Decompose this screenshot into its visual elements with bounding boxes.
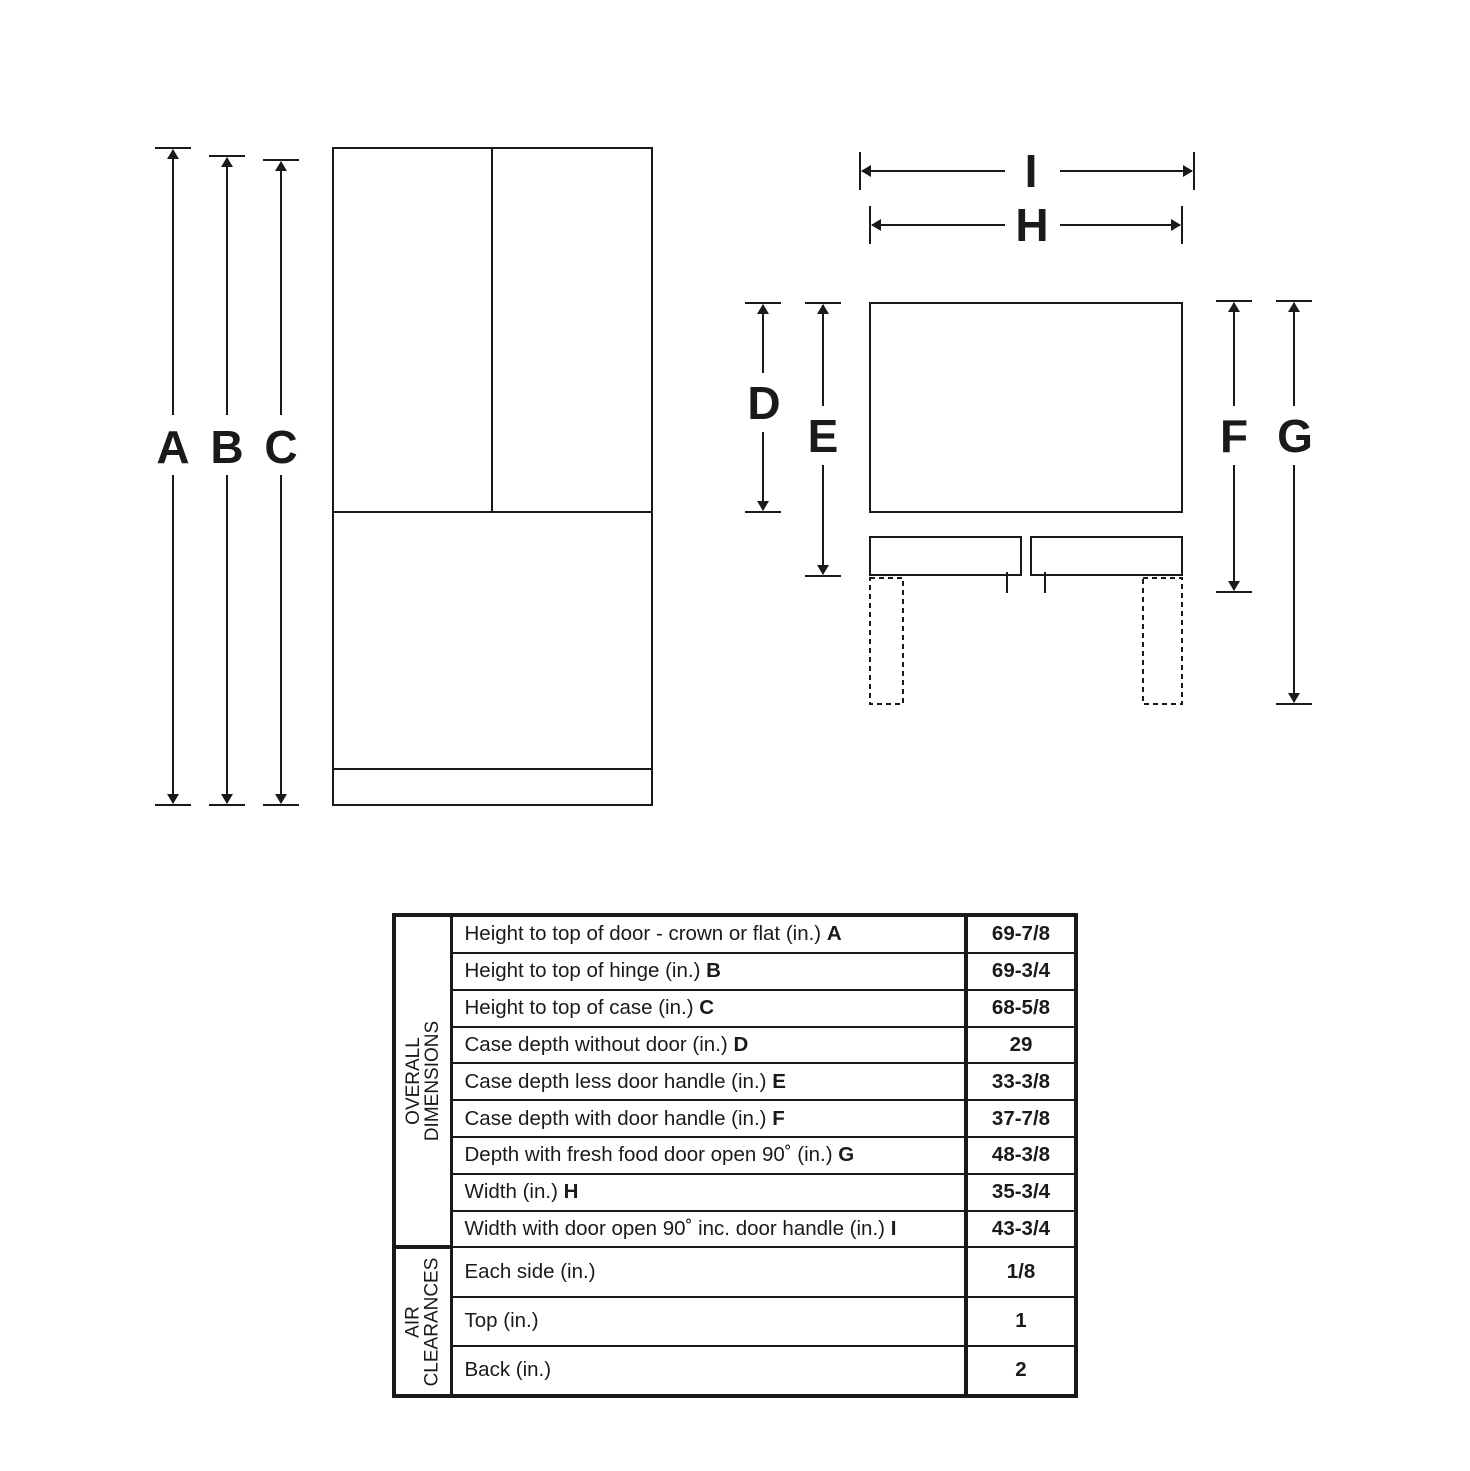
row-value: 2: [966, 1346, 1076, 1396]
dimension-b: [209, 156, 245, 805]
row-value: 69-7/8: [966, 915, 1076, 953]
table-row: [394, 990, 1076, 1027]
table-row: [394, 1100, 1076, 1137]
dimension-c: [263, 160, 299, 805]
right-door-open-dashed: [1143, 578, 1182, 704]
group-title-line: AIR: [402, 1305, 424, 1338]
row-label: Width with door open 90˚ inc. door handle (in.) I: [451, 1211, 966, 1248]
group-overall-dimensions: [394, 915, 451, 1247]
row-label: Case depth with door handle (in.) F: [451, 1100, 966, 1137]
row-label: Case depth less door handle (in.) E: [451, 1063, 966, 1100]
dimension-g: [1276, 301, 1312, 704]
label-a: A: [156, 421, 190, 473]
table-row: [394, 1137, 1076, 1174]
row-label: Back (in.): [451, 1346, 966, 1396]
row-value: 48-3/8: [966, 1137, 1076, 1174]
row-label: Each side (in.): [451, 1247, 966, 1296]
row-value: 69-3/4: [966, 953, 1076, 990]
row-label: Case depth without door (in.) D: [451, 1027, 966, 1064]
dimensions-table: [392, 913, 1078, 1398]
label-c: C: [264, 421, 298, 473]
label-b: B: [210, 421, 244, 473]
label-f: F: [1219, 410, 1249, 462]
row-label: Height to top of door - crown or flat (in.) A: [451, 915, 966, 953]
top-view: [870, 303, 1182, 704]
row-label: Width (in.) H: [451, 1174, 966, 1211]
label-h: H: [1015, 199, 1049, 251]
table-row: [394, 1174, 1076, 1211]
left-door: [870, 537, 1021, 575]
right-door: [1031, 537, 1182, 575]
table-row: [394, 1247, 1076, 1296]
table-row: [394, 915, 1076, 953]
row-value: 29: [966, 1027, 1076, 1064]
label-e: E: [807, 410, 839, 462]
row-value: 37-7/8: [966, 1100, 1076, 1137]
row-value: 68-5/8: [966, 990, 1076, 1027]
group-title-line: OVERALL: [402, 1037, 424, 1126]
dimension-a: [155, 148, 191, 805]
row-label: Height to top of hinge (in.) B: [451, 953, 966, 990]
group-air-clearances: [394, 1247, 451, 1396]
group-title-line: CLEARANCES: [421, 1257, 443, 1387]
row-value: 43-3/4: [966, 1211, 1076, 1248]
table-row: [394, 953, 1076, 990]
label-d: D: [747, 377, 781, 429]
table-row: [394, 1063, 1076, 1100]
row-value: 1/8: [966, 1247, 1076, 1296]
group-title-line: DIMENSIONS: [421, 1021, 443, 1142]
table-row: [394, 1211, 1076, 1248]
row-value: 35-3/4: [966, 1174, 1076, 1211]
front-view: [333, 148, 652, 805]
label-i: I: [1024, 145, 1038, 197]
row-label: Height to top of case (in.) C: [451, 990, 966, 1027]
left-door-open-dashed: [870, 578, 903, 704]
row-label: Top (in.): [451, 1297, 966, 1346]
row-value: 1: [966, 1297, 1076, 1346]
table-row: [394, 1346, 1076, 1396]
table-row: [394, 1297, 1076, 1346]
case-outline: [870, 303, 1182, 512]
row-label: Depth with fresh food door open 90˚ (in.) G: [451, 1137, 966, 1174]
row-value: 33-3/8: [966, 1063, 1076, 1100]
table-row: [394, 1027, 1076, 1064]
label-g: G: [1277, 410, 1313, 462]
